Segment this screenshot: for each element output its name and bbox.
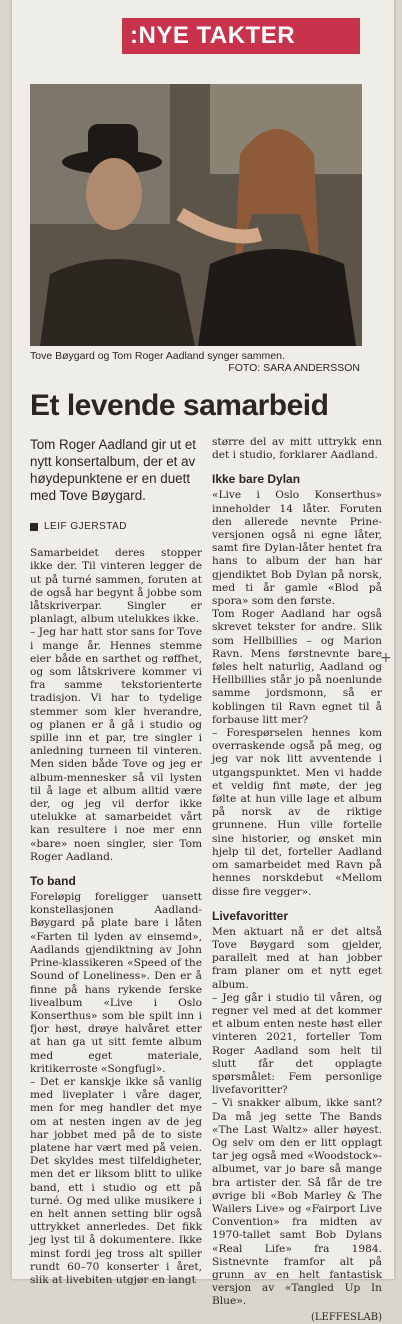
article-photo — [30, 84, 362, 346]
byline-author: LEIF GJERSTAD — [44, 521, 127, 532]
byline — [30, 520, 202, 533]
section-header: :NYE TAKTER — [122, 18, 360, 54]
registration-mark-icon: + — [380, 650, 392, 666]
section-title: NYE TAKTER — [138, 22, 296, 49]
paragraph: – Jeg går i studio til våren, og regner vel med at det kommer et album enten neste høst eller vinteren 2021, forteller Tom Roger Aadland som helt til slutt får det opplagte spørsmålet: Fem personlige livefavoritter? — [212, 991, 382, 1097]
paragraph: – Jeg har hatt stor sans for Tove i mange år. Hennes stemme eier både en sarthet og røffhet, og som låtskrivere kommer vi fra samme tekstorienterte tradisjon. Vi har to tydelige stemmer som kler hverandre, og planen er å gå i studio og spille inn et par, tre singler i anledning turneen til vinteren. Men siden både Tove og jeg er album-mennesker så vil lysten til å lage et album alltid være der, og jeg vil derfor ikke utelukke at samarbeidet vårt kan resultere i noe mer enn «bare» noen singler, sier Tom Roger Aadland. — [30, 626, 202, 863]
article-column-left — [30, 436, 202, 1287]
paragraph: Men aktuart nå er det altså Tove Bøygard som gjelder, parallelt med at han jobber fram planer om et nytt eget album. — [212, 925, 382, 991]
article-headline: Et levende samarbeid — [30, 389, 329, 422]
subheading: Ikke bare Dylan — [212, 472, 301, 487]
byline-square-icon — [30, 523, 38, 531]
photo-illustration — [30, 84, 362, 346]
subheading: To band — [30, 874, 76, 889]
paragraph: Foreløpig foreligger uansett konstellasjonen Aadland-Bøygard på plate bare i låten «Farten til lyden av einsemd», Aadlands gjendiktning av John Prine-klassikeren «Speed of the Sound of Loneliness». Den er å finne på hans rykende ferske livealbum «Live i Oslo Konserthus» som ble spilt inn i fjor høst, drøye halvåret etter at han ga ut sitt femte album med eget materiale, kritikerroste «Songfugl». — [30, 891, 202, 1075]
newspaper-page — [12, 0, 394, 1323]
article-lede: Tom Roger Aadland gir ut et nytt konsertalbum, der et av høydepunktene er en duett med Tove Bøygard. — [30, 437, 196, 503]
paragraph: – Det er kanskje ikke så vanlig med liveplater i våre dager, men for meg handler det mye om at nesten ingen av de jeg har jobbet med på de to siste platene har vært med på veien. Det skyldes mest tilfeldigheter, men det er liksom blitt to ulike band, ett i studio og ett på turné. Og med ulike musikere i en helt annen setting blir også uttrykket annerledes. Det fikk jeg lyst til å dokumentere. Ikke minst fordi jeg tross alt spiller rundt 60–70 konserter i året, slik at livebiten utgjør en langt — [30, 1075, 202, 1286]
subheading: Livefavoritter — [212, 908, 289, 923]
article-column-right — [212, 436, 382, 1324]
paragraph: større del av mitt uttrykk enn det i studio, forklarer Aadland. — [212, 436, 382, 462]
paragraph: Tom Roger Aadland har også skrevet tekster for andre. Slik som Hellbillies – og Marion Ravn. Mens førstnevnte bare føles helt naturlig, Aadland og Hellbillies står jo på noenlunde samme jordsmonn, så er koblingen til Ravn egnet til å forbause litt mer? — [212, 608, 382, 726]
paragraph: – Vi snakker album, ikke sant? Da må jeg sette The Bands «The Last Waltz» aller høyest. Og selv om den er litt opplagt tar jeg også med «Woodstock»-albumet, var jo bare så mange bra artister der. Så får de tre øvrige bli «Bob Marley & The Wailers Live» og «Fairport Live Convention» fra midten av 1970-tallet samt Bob Dylans «Real Life» fra 1984. Sistnevnte framfor alt på grunn av en helt fantastisk versjon av «Tangled Up In Blue». — [212, 1097, 382, 1308]
photo-credit: FOTO: SARA ANDERSSON — [228, 362, 360, 374]
author-signature: (LEFFESLAB) — [311, 1311, 382, 1323]
paragraph: Samarbeidet deres stopper ikke der. Til vinteren legger de ut på turné sammen, foruten at de også har begynt å jobbe som låtskriverpar. Singler er planlagt, album utelukkes ikke. — [30, 547, 202, 626]
paragraph: – Forespørselen hennes kom overraskende også på meg, og jeg var nok litt avventende i utgangspunktet. Men vi hadde et veldig fint møte, der jeg følte at hun ville lage et album på norsk av de riktige grunnene. Hun ville fortelle sine historier, og ønsket min hjelp til det, forteller Aadland om samarbeidet med Ravn på hennes norskdebut «Mellom disse fire vegger». — [212, 727, 382, 898]
photo-caption — [30, 350, 370, 374]
caption-text: Tove Bøygard og Tom Roger Aadland synger sammen. — [30, 350, 285, 362]
paragraph: «Live i Oslo Konserthus» inneholder 14 låter. Foruten den allerede nevnte Prine-versjonen også ni egne låter, samt fire Dylan-låter hentet fra hans to album der han har gjendiktet Bob Dylan på norsk, med ti år gamle «Blod på spora» som den første. — [212, 489, 382, 608]
